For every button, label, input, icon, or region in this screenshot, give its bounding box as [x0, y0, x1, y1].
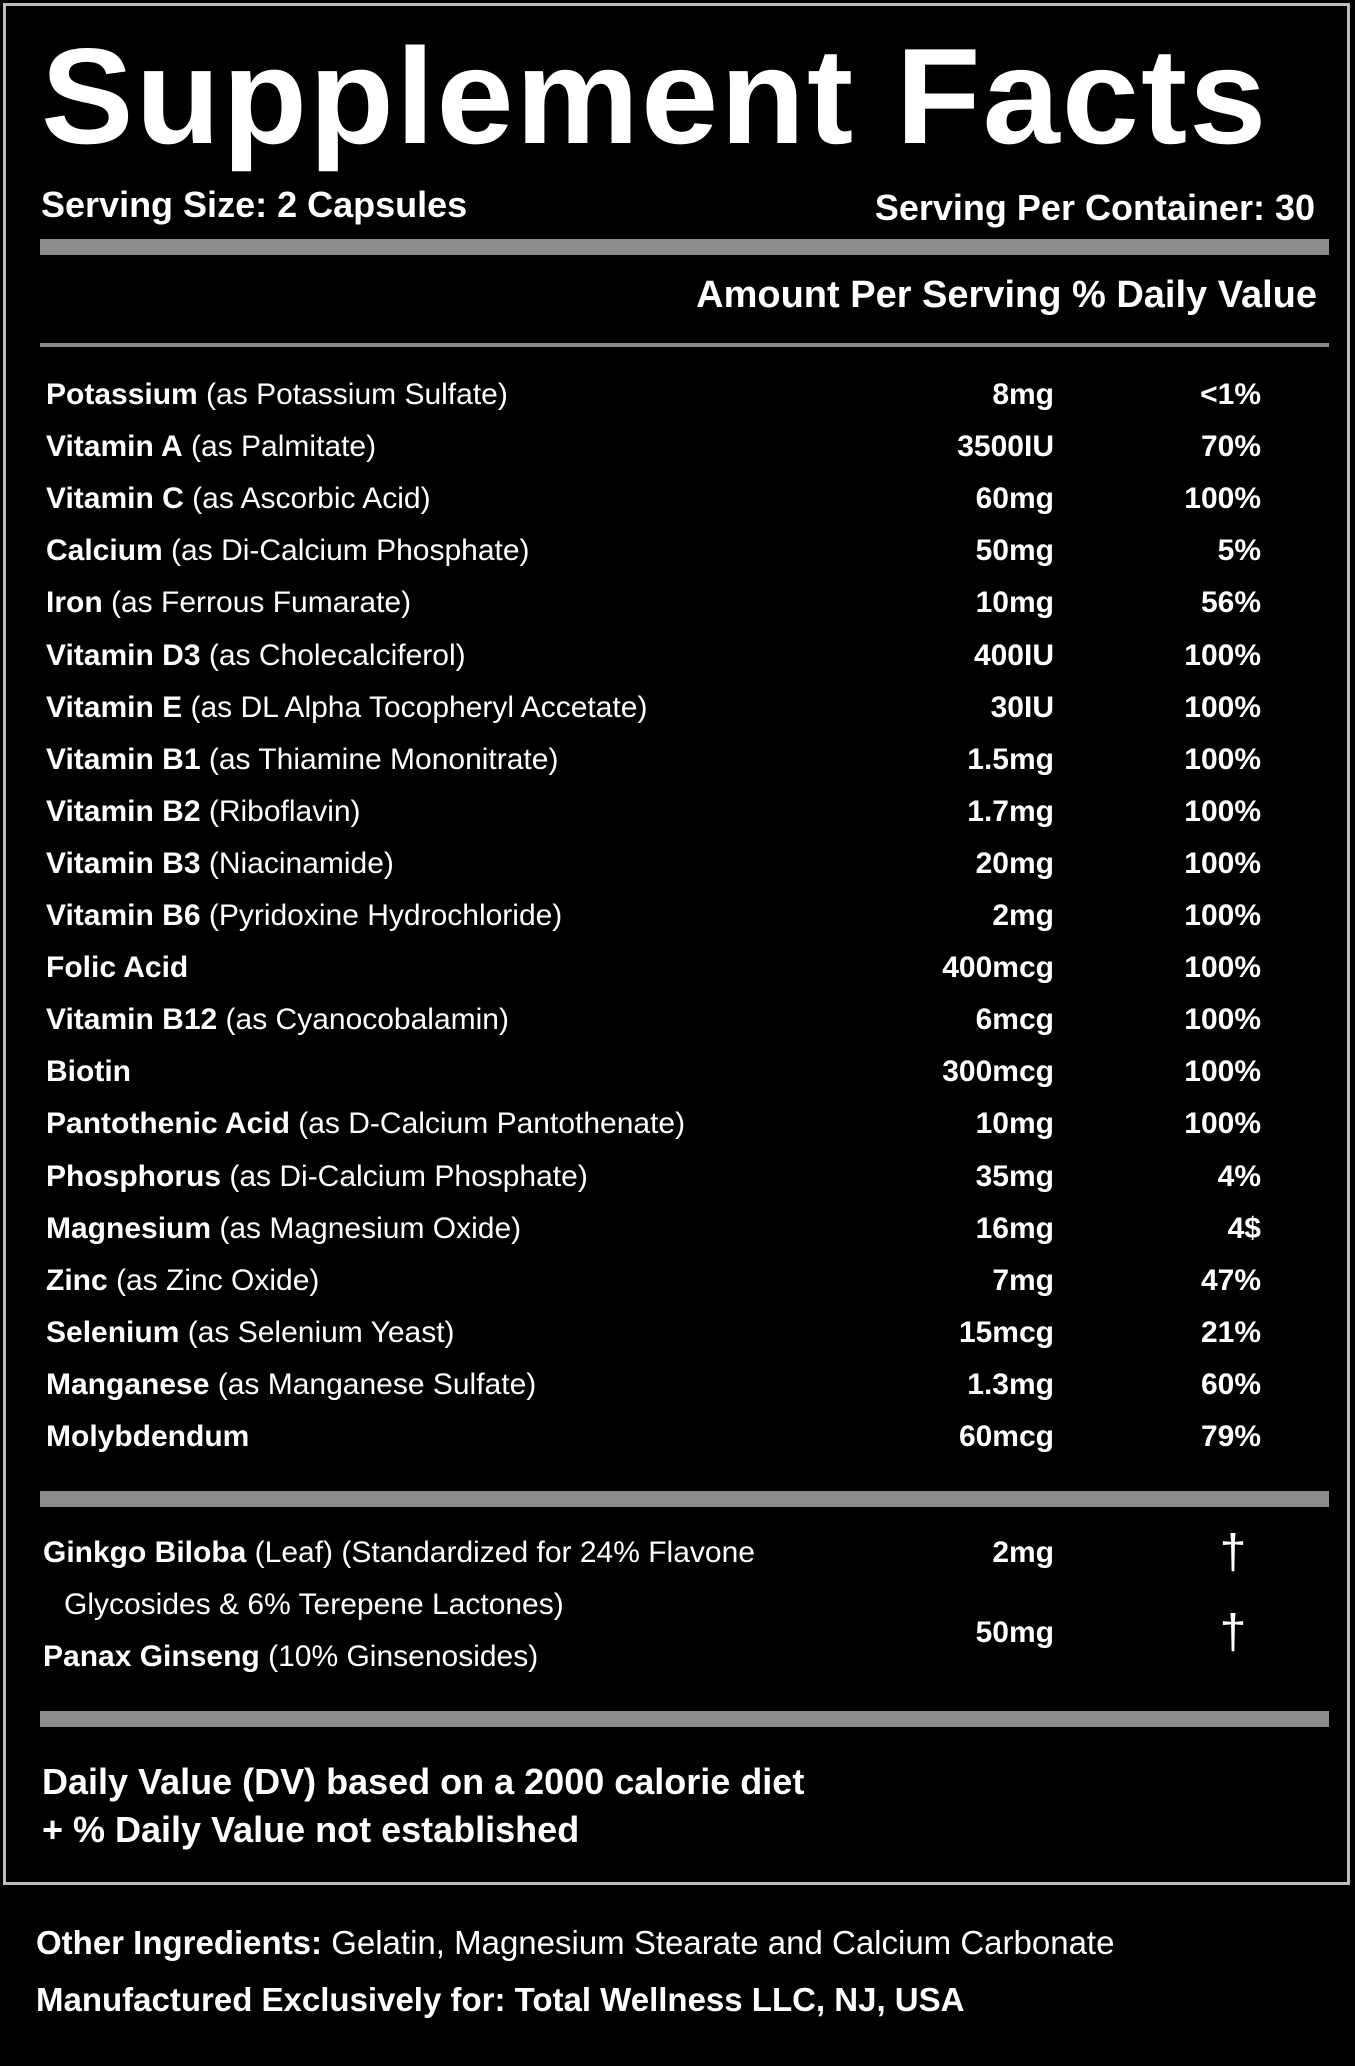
nutrient-amount: 7mg: [992, 1263, 1054, 1297]
nutrient-name: Calcium: [46, 534, 163, 568]
nutrient-row: [46, 531, 1286, 571]
nutrient-name: Pantothenic Acid: [46, 1107, 290, 1141]
nutrient-row: [46, 636, 1286, 676]
nutrient-source: (Pyridoxine Hydrochloride): [200, 899, 563, 932]
nutrient-daily-value: 5%: [1217, 534, 1261, 568]
nutrient-amount: 400mcg: [942, 951, 1054, 985]
nutrient-source: (as Thiamine Mononitrate): [200, 742, 559, 776]
manufactured-for: Manufactured Exclusively for: Total Wellness LLC, NJ, USA: [36, 1981, 965, 2018]
nutrient-name: Phosphorus: [46, 1159, 222, 1193]
nutrient-amount: 30IU: [990, 690, 1054, 724]
label-title: Supplement Facts: [41, 20, 1269, 172]
nutrient-amount: 35mg: [975, 1159, 1054, 1193]
supplement-facts-panel: [3, 3, 1350, 1885]
nutrient-source: (as Manganese Sulfate): [209, 1367, 537, 1401]
herbal-desc: (Leaf) (Standardized for 24% Flavone: [246, 1536, 755, 1569]
nutrient-row: [46, 948, 1286, 988]
other-ingredients: [36, 1924, 1114, 1962]
nutrient-source: (as Ferrous Fumarate): [102, 586, 412, 620]
nutrient-name: Vitamin A: [46, 430, 183, 464]
nutrient-row: [46, 740, 1286, 780]
nutrient-amount: 400IU: [973, 638, 1054, 672]
nutrient-daily-value: 100%: [1184, 482, 1261, 516]
nutrient-amount: 50mg: [975, 534, 1054, 568]
nutrient-row: [46, 1209, 1286, 1249]
nutrient-row: [46, 1000, 1286, 1040]
nutrient-name: Zinc: [46, 1263, 108, 1297]
nutrient-source: (as Di-Calcium Phosphate): [162, 534, 530, 568]
nutrient-name: Vitamin C: [46, 482, 184, 516]
nutrient-amount: 8mg: [992, 378, 1054, 411]
amount-per-serving-header: Amount Per Serving % Daily Value: [696, 274, 1317, 316]
nutrient-name: Magnesium: [46, 1211, 212, 1245]
nutrient-daily-value: 100%: [1184, 794, 1261, 828]
nutrient-name: Biotin: [46, 1055, 131, 1089]
nutrient-daily-value: 60%: [1200, 1367, 1261, 1401]
nutrient-row: [46, 1313, 1286, 1353]
nutrient-amount: 2mg: [992, 899, 1054, 932]
nutrient-row: [46, 375, 1286, 415]
nutrient-amount: 60mcg: [958, 1420, 1054, 1453]
nutrient-row: [46, 896, 1286, 936]
herbal-desc-continued: Glycosides & 6% Terepene Lactones): [64, 1588, 564, 1621]
nutrient-name: Folic Acid: [46, 951, 189, 985]
nutrient-row: [46, 1157, 1286, 1197]
nutrient-daily-value: 100%: [1184, 846, 1261, 880]
nutrient-amount: 15mcg: [958, 1315, 1054, 1349]
nutrient-name: Potassium: [46, 378, 198, 411]
nutrient-row: [46, 1365, 1286, 1405]
nutrient-daily-value: 100%: [1184, 638, 1261, 672]
nutrient-daily-value: 21%: [1200, 1315, 1261, 1349]
nutrient-amount: 10mg: [975, 1107, 1054, 1141]
nutrient-daily-value: 100%: [1184, 899, 1261, 932]
footnote-not-established: + % Daily Value not established: [42, 1809, 580, 1850]
herbal-dv-dagger: †: [1219, 1526, 1247, 1579]
nutrient-amount: 1.7mg: [967, 794, 1054, 828]
divider-thin: [40, 343, 1329, 347]
nutrient-daily-value: 100%: [1184, 1055, 1261, 1089]
nutrient-amount: 16mg: [975, 1211, 1054, 1245]
herbal-item-ginseng: [43, 1637, 538, 1677]
nutrient-source: (as DL Alpha Tocopheryl Accetate): [182, 690, 648, 724]
divider-thick: [40, 1711, 1329, 1727]
nutrient-row: [46, 844, 1286, 884]
nutrient-source: (as Cyanocobalamin): [217, 1003, 509, 1037]
nutrient-source: (as Selenium Yeast): [179, 1315, 455, 1349]
other-ingredients-label: Other Ingredients:: [36, 1924, 323, 1961]
nutrient-daily-value: 4$: [1227, 1211, 1261, 1245]
herbal-desc: (10% Ginsenosides): [259, 1640, 539, 1673]
nutrient-source: (as Magnesium Oxide): [211, 1211, 522, 1245]
nutrient-name: Vitamin B6: [46, 899, 201, 932]
nutrient-amount: 1.3mg: [967, 1367, 1054, 1401]
nutrient-name: Molybdendum: [46, 1420, 250, 1453]
nutrient-source: (as Cholecalciferol): [200, 638, 466, 672]
nutrient-amount: 60mg: [975, 482, 1054, 516]
nutrient-name: Manganese: [46, 1367, 210, 1401]
nutrient-name: Vitamin B1: [46, 742, 201, 776]
divider-thick: [40, 1491, 1329, 1507]
nutrient-row: [46, 792, 1286, 832]
herbal-item-ginkgo: [43, 1533, 755, 1573]
herbal-name: Panax Ginseng: [43, 1640, 260, 1673]
nutrient-daily-value: 100%: [1184, 951, 1261, 985]
nutrient-source: (as Ascorbic Acid): [183, 482, 431, 516]
nutrient-name: Iron: [46, 586, 103, 620]
nutrient-daily-value: 100%: [1184, 742, 1261, 776]
nutrient-amount: 20mg: [975, 846, 1054, 880]
footnote-daily-value: Daily Value (DV) based on a 2000 calorie diet: [42, 1761, 805, 1802]
nutrient-source: (as Di-Calcium Phosphate): [221, 1159, 588, 1193]
nutrient-name: Selenium: [46, 1315, 180, 1349]
nutrient-source: (Niacinamide): [200, 846, 394, 880]
nutrient-amount: 10mg: [975, 586, 1054, 620]
nutrient-daily-value: 56%: [1200, 586, 1261, 620]
nutrient-source: (as Palmitate): [182, 430, 377, 464]
nutrient-amount: 6mcg: [975, 1003, 1054, 1037]
nutrient-daily-value: 100%: [1184, 1107, 1261, 1141]
nutrient-daily-value: 70%: [1200, 430, 1261, 464]
nutrient-amount: 1.5mg: [967, 742, 1054, 776]
servings-per-container: Serving Per Container: 30: [874, 187, 1315, 228]
nutrient-row: [46, 427, 1286, 467]
nutrient-name: Vitamin B2: [46, 794, 201, 828]
nutrient-name: Vitamin E: [46, 690, 183, 724]
nutrient-amount: 300mcg: [942, 1055, 1054, 1089]
nutrient-source: (as Potassium Sulfate): [197, 378, 508, 411]
other-ingredients-text: Gelatin, Magnesium Stearate and Calcium Carbonate: [322, 1924, 1115, 1961]
nutrient-row: [46, 1417, 1286, 1457]
nutrient-daily-value: 47%: [1200, 1263, 1261, 1297]
herbal-amount: 2mg: [992, 1536, 1054, 1569]
nutrient-row: [46, 1052, 1286, 1092]
nutrient-name: Vitamin B3: [46, 846, 201, 880]
herbal-amount: 50mg: [975, 1616, 1054, 1649]
nutrient-source: (as D-Calcium Pantothenate): [289, 1107, 686, 1141]
nutrient-name: Vitamin B12: [46, 1003, 218, 1037]
nutrient-daily-value: <1%: [1200, 378, 1261, 411]
nutrient-daily-value: 100%: [1184, 690, 1261, 724]
herbal-dv-dagger: †: [1219, 1606, 1247, 1659]
nutrient-row: [46, 583, 1286, 623]
herbal-name: Ginkgo Biloba: [43, 1536, 247, 1569]
nutrient-daily-value: 4%: [1217, 1159, 1261, 1193]
nutrient-row: [46, 1104, 1286, 1144]
nutrient-source: (as Zinc Oxide): [107, 1263, 320, 1297]
nutrient-row: [46, 479, 1286, 519]
nutrient-name: Vitamin D3: [46, 638, 201, 672]
divider-thick: [40, 239, 1329, 255]
nutrient-row: [46, 688, 1286, 728]
nutrient-source: (Riboflavin): [200, 794, 361, 828]
nutrient-row: [46, 1261, 1286, 1301]
nutrient-daily-value: 100%: [1184, 1003, 1261, 1037]
nutrient-amount: 3500IU: [957, 430, 1054, 464]
nutrient-daily-value: 79%: [1200, 1420, 1261, 1453]
serving-size: Serving Size: 2 Capsules: [41, 184, 468, 225]
